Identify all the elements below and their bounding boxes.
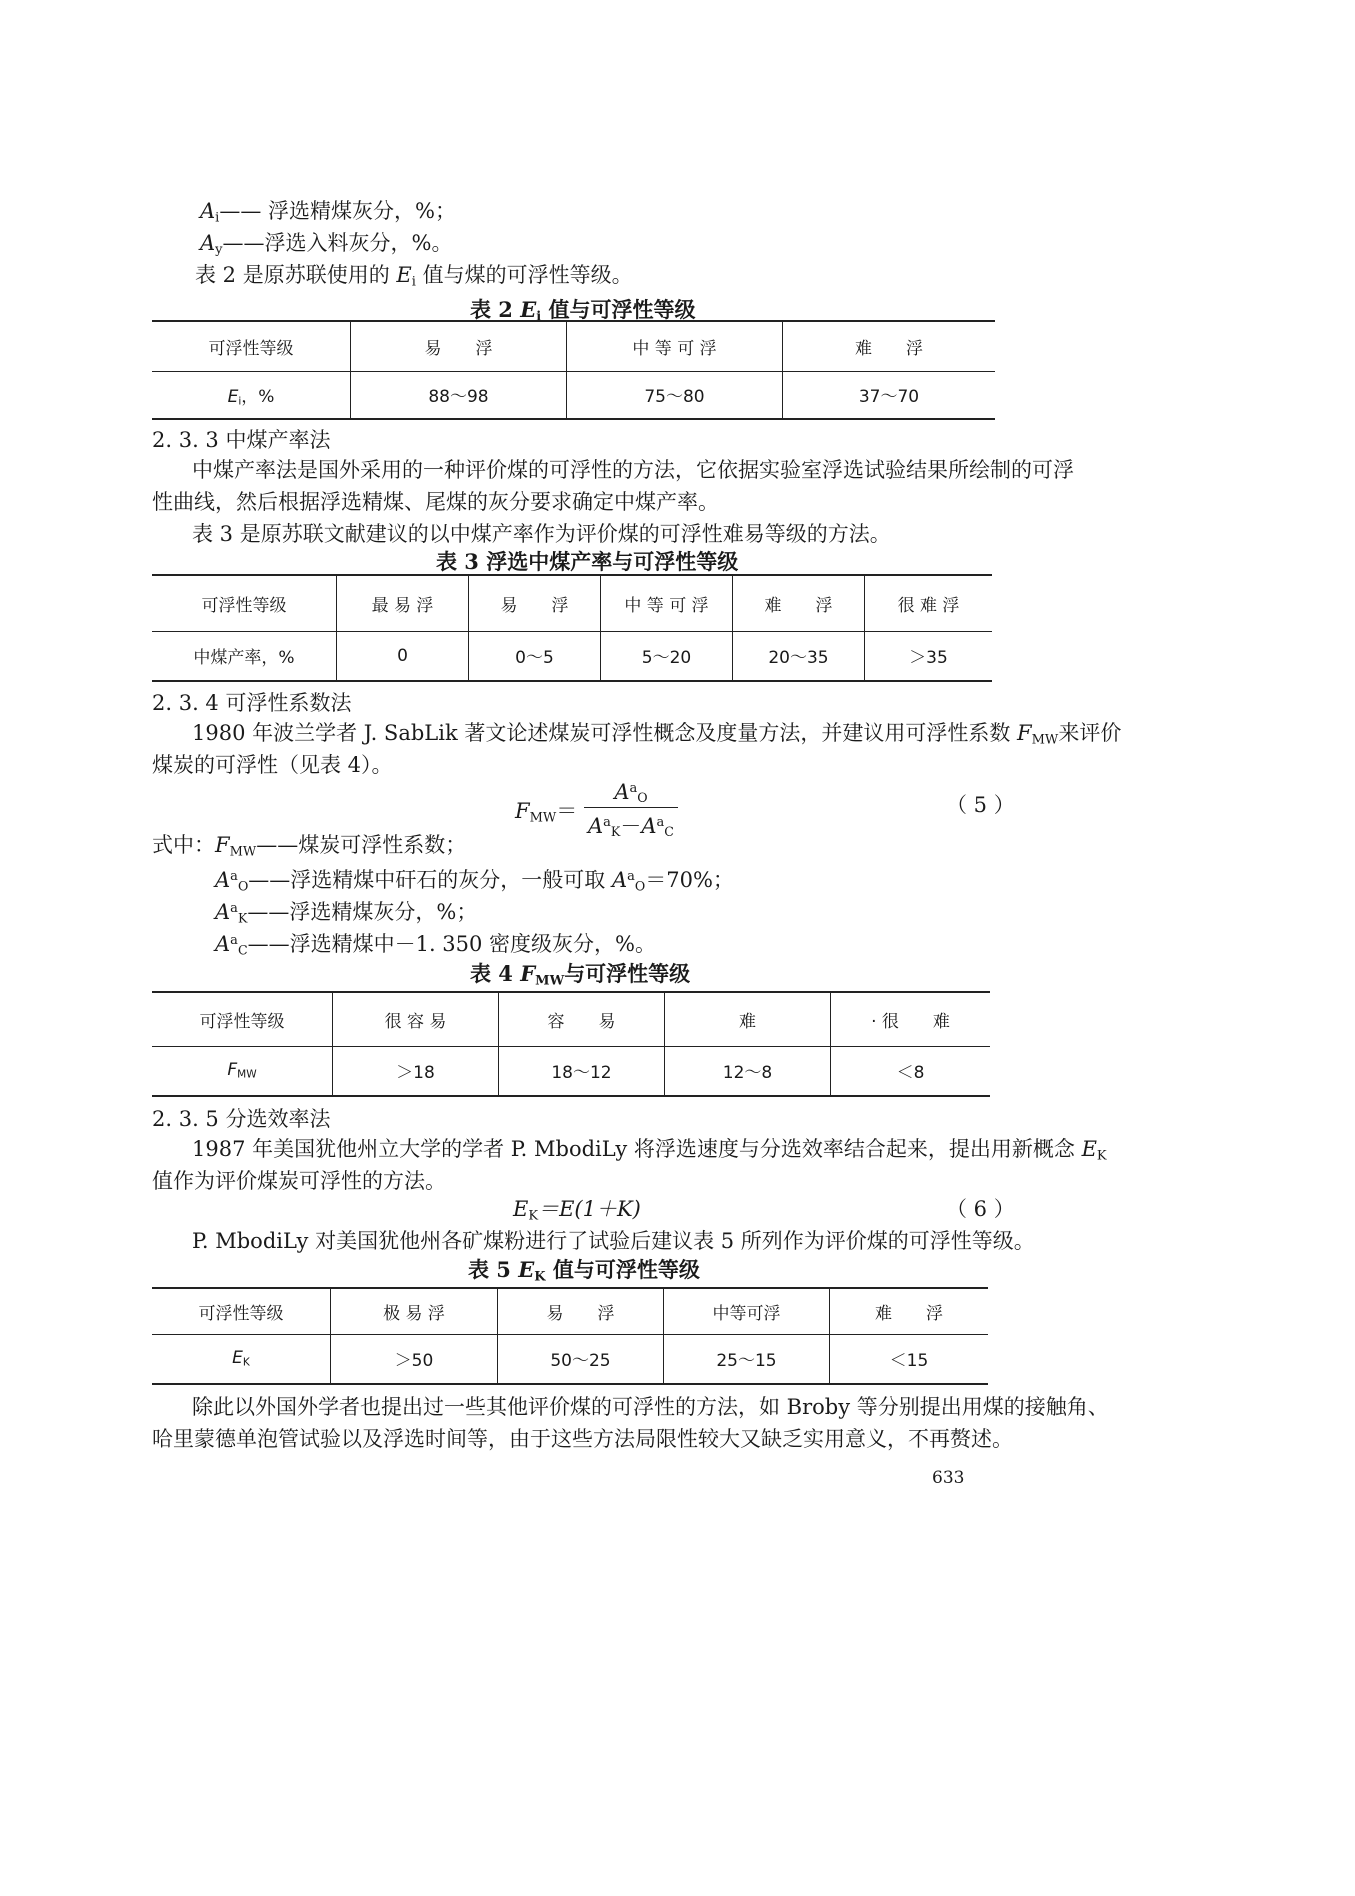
table-cell: 5～20 xyxy=(601,631,733,681)
sec235-paragraph-line3: P. MbodiLy 对美国犹他州各矿煤粉进行了试验后建议表 5 所列作为评价煤的可浮性等级。 xyxy=(192,1229,1035,1253)
table-cell: 88～98 xyxy=(351,371,567,419)
table5 xyxy=(152,1287,988,1385)
table-row-label: $F_{MW}$ xyxy=(152,1046,333,1096)
table-cell: 37～70 xyxy=(783,371,996,419)
where-line: 式中：$F_{MW}——$煤炭可浮性系数； xyxy=(152,833,467,860)
def-ai: $A_i——$ 浮选精煤灰分，%； xyxy=(200,199,456,226)
def-ak: $A^aK——$浮选精煤灰分，%； xyxy=(215,900,478,926)
table-header-cell: 难 浮 xyxy=(783,321,996,371)
table-header-cell: 很 难 浮 xyxy=(865,575,993,631)
table2 xyxy=(152,320,995,420)
table-cell: 0～5 xyxy=(469,631,601,681)
table-cell: ＞50 xyxy=(331,1334,498,1384)
table-cell: 25～15 xyxy=(664,1334,830,1384)
sec234-paragraph-line2: 煤炭的可浮性（见表 4）。 xyxy=(152,753,393,777)
table-header-cell: 可浮性等级 xyxy=(152,575,337,631)
table-header-cell: 最 易 浮 xyxy=(337,575,469,631)
table5-caption: 表 5 $E_K$ 值与可浮性等级 xyxy=(468,1257,700,1285)
table-header-cell: 可浮性等级 xyxy=(152,992,333,1046)
table-header-cell: 极 易 浮 xyxy=(331,1288,498,1334)
table-cell: 50～25 xyxy=(498,1334,664,1384)
table-cell: 20～35 xyxy=(733,631,865,681)
table-header-cell: 中 等 可 浮 xyxy=(601,575,733,631)
table-header-cell: 易 浮 xyxy=(351,321,567,371)
table2-caption: 表 2 $E_i$ 值与可浮性等级 xyxy=(470,297,696,325)
equation-number-5: （ 5 ） xyxy=(946,793,1015,817)
table3-caption: 表 3 浮选中煤产率与可浮性等级 xyxy=(436,549,739,574)
table3 xyxy=(152,574,992,682)
table-header-cell: 难 xyxy=(665,992,831,1046)
sec234-paragraph-line1: 1980 年波兰学者 J. SabLik 著文论述煤炭可浮性概念及度量方法，并建议用可浮性系数 $F_{MW}$来评价 xyxy=(192,721,1122,748)
table-header-cell: 可浮性等级 xyxy=(152,1288,331,1334)
sec235-paragraph-line1: 1987 年美国犹他州立大学的学者 P. MbodiLy 将浮选速度与分选效率结合起来，提出用新概念 $E_K$ xyxy=(192,1137,1107,1164)
table-cell: 12～8 xyxy=(665,1046,831,1096)
section-heading-233: 2. 3. 3 中煤产率法 xyxy=(152,428,331,452)
table-header-cell: 中等可浮 xyxy=(664,1288,830,1334)
sec235-paragraph-line2: 值作为评价煤炭可浮性的方法。 xyxy=(152,1169,446,1193)
sec233-paragraph-line1: 中煤产率法是国外采用的一种评价煤的可浮性的方法，它依据实验室浮选试验结果所绘制的可浮 xyxy=(192,458,1074,482)
table-cell: ＞18 xyxy=(333,1046,499,1096)
table-header-cell: 难 浮 xyxy=(733,575,865,631)
table-cell: ＞35 xyxy=(865,631,993,681)
table4 xyxy=(152,991,990,1097)
table-header-cell: 中 等 可 浮 xyxy=(567,321,783,371)
table-header-cell: 很 容 易 xyxy=(333,992,499,1046)
closing-paragraph-line2: 哈里蒙德单泡管试验以及浮选时间等，由于这些方法局限性较大又缺乏实用意义，不再赘述。 xyxy=(152,1427,1013,1451)
section-heading-235: 2. 3. 5 分选效率法 xyxy=(152,1107,331,1131)
def-ac: $A^aC——$浮选精煤中－1. 350 密度级灰分，%。 xyxy=(215,932,657,958)
table-cell: ＜8 xyxy=(831,1046,991,1096)
table-cell: 0 xyxy=(337,631,469,681)
sec233-paragraph-line3: 表 3 是原苏联文献建议的以中煤产率作为评价煤的可浮性难易等级的方法。 xyxy=(192,522,891,546)
table-row-label: $E_i$，% xyxy=(152,371,351,419)
def-ao: $A^aO——$浮选精煤中矸石的灰分，一般可取 $A^aO=70\%$； xyxy=(215,868,734,894)
table-header-cell: 难 浮 xyxy=(830,1288,989,1334)
table-header-cell: · 很 难 xyxy=(831,992,991,1046)
equation-number-6: （ 6 ） xyxy=(946,1197,1015,1221)
def-ay: $A_y——$浮选入料灰分，%。 xyxy=(200,231,453,258)
table-header-cell: 可浮性等级 xyxy=(152,321,351,371)
table-header-cell: 易 浮 xyxy=(498,1288,664,1334)
table4-caption: 表 4 $F_{MW}$与可浮性等级 xyxy=(470,961,691,989)
table-cell: ＜15 xyxy=(830,1334,989,1384)
table-row-label: $E_K$ xyxy=(152,1334,331,1384)
formula-5: $F_{MW}=$ $\frac{A^aO}{A^aK-A^aC}$ xyxy=(515,780,678,840)
table-header-cell: 易 浮 xyxy=(469,575,601,631)
table-header-cell: 容 易 xyxy=(499,992,665,1046)
table-cell: 18～12 xyxy=(499,1046,665,1096)
page-number: 633 xyxy=(932,1468,965,1488)
section-heading-234: 2. 3. 4 可浮性系数法 xyxy=(152,691,352,715)
sec233-paragraph-line2: 性曲线，然后根据浮选精煤、尾煤的灰分要求确定中煤产率。 xyxy=(152,490,719,514)
table-row-label: 中煤产率，% xyxy=(152,631,337,681)
formula-6: $E_K=E(1+K)$ xyxy=(513,1197,641,1224)
intro-table2: 表 2 是原苏联使用的 $E_i$ 值与煤的可浮性等级。 xyxy=(195,263,633,290)
closing-paragraph-line1: 除此以外国外学者也提出过一些其他评价煤的可浮性的方法，如 Broby 等分别提出用煤的接触角、 xyxy=(192,1395,1109,1419)
table-cell: 75～80 xyxy=(567,371,783,419)
